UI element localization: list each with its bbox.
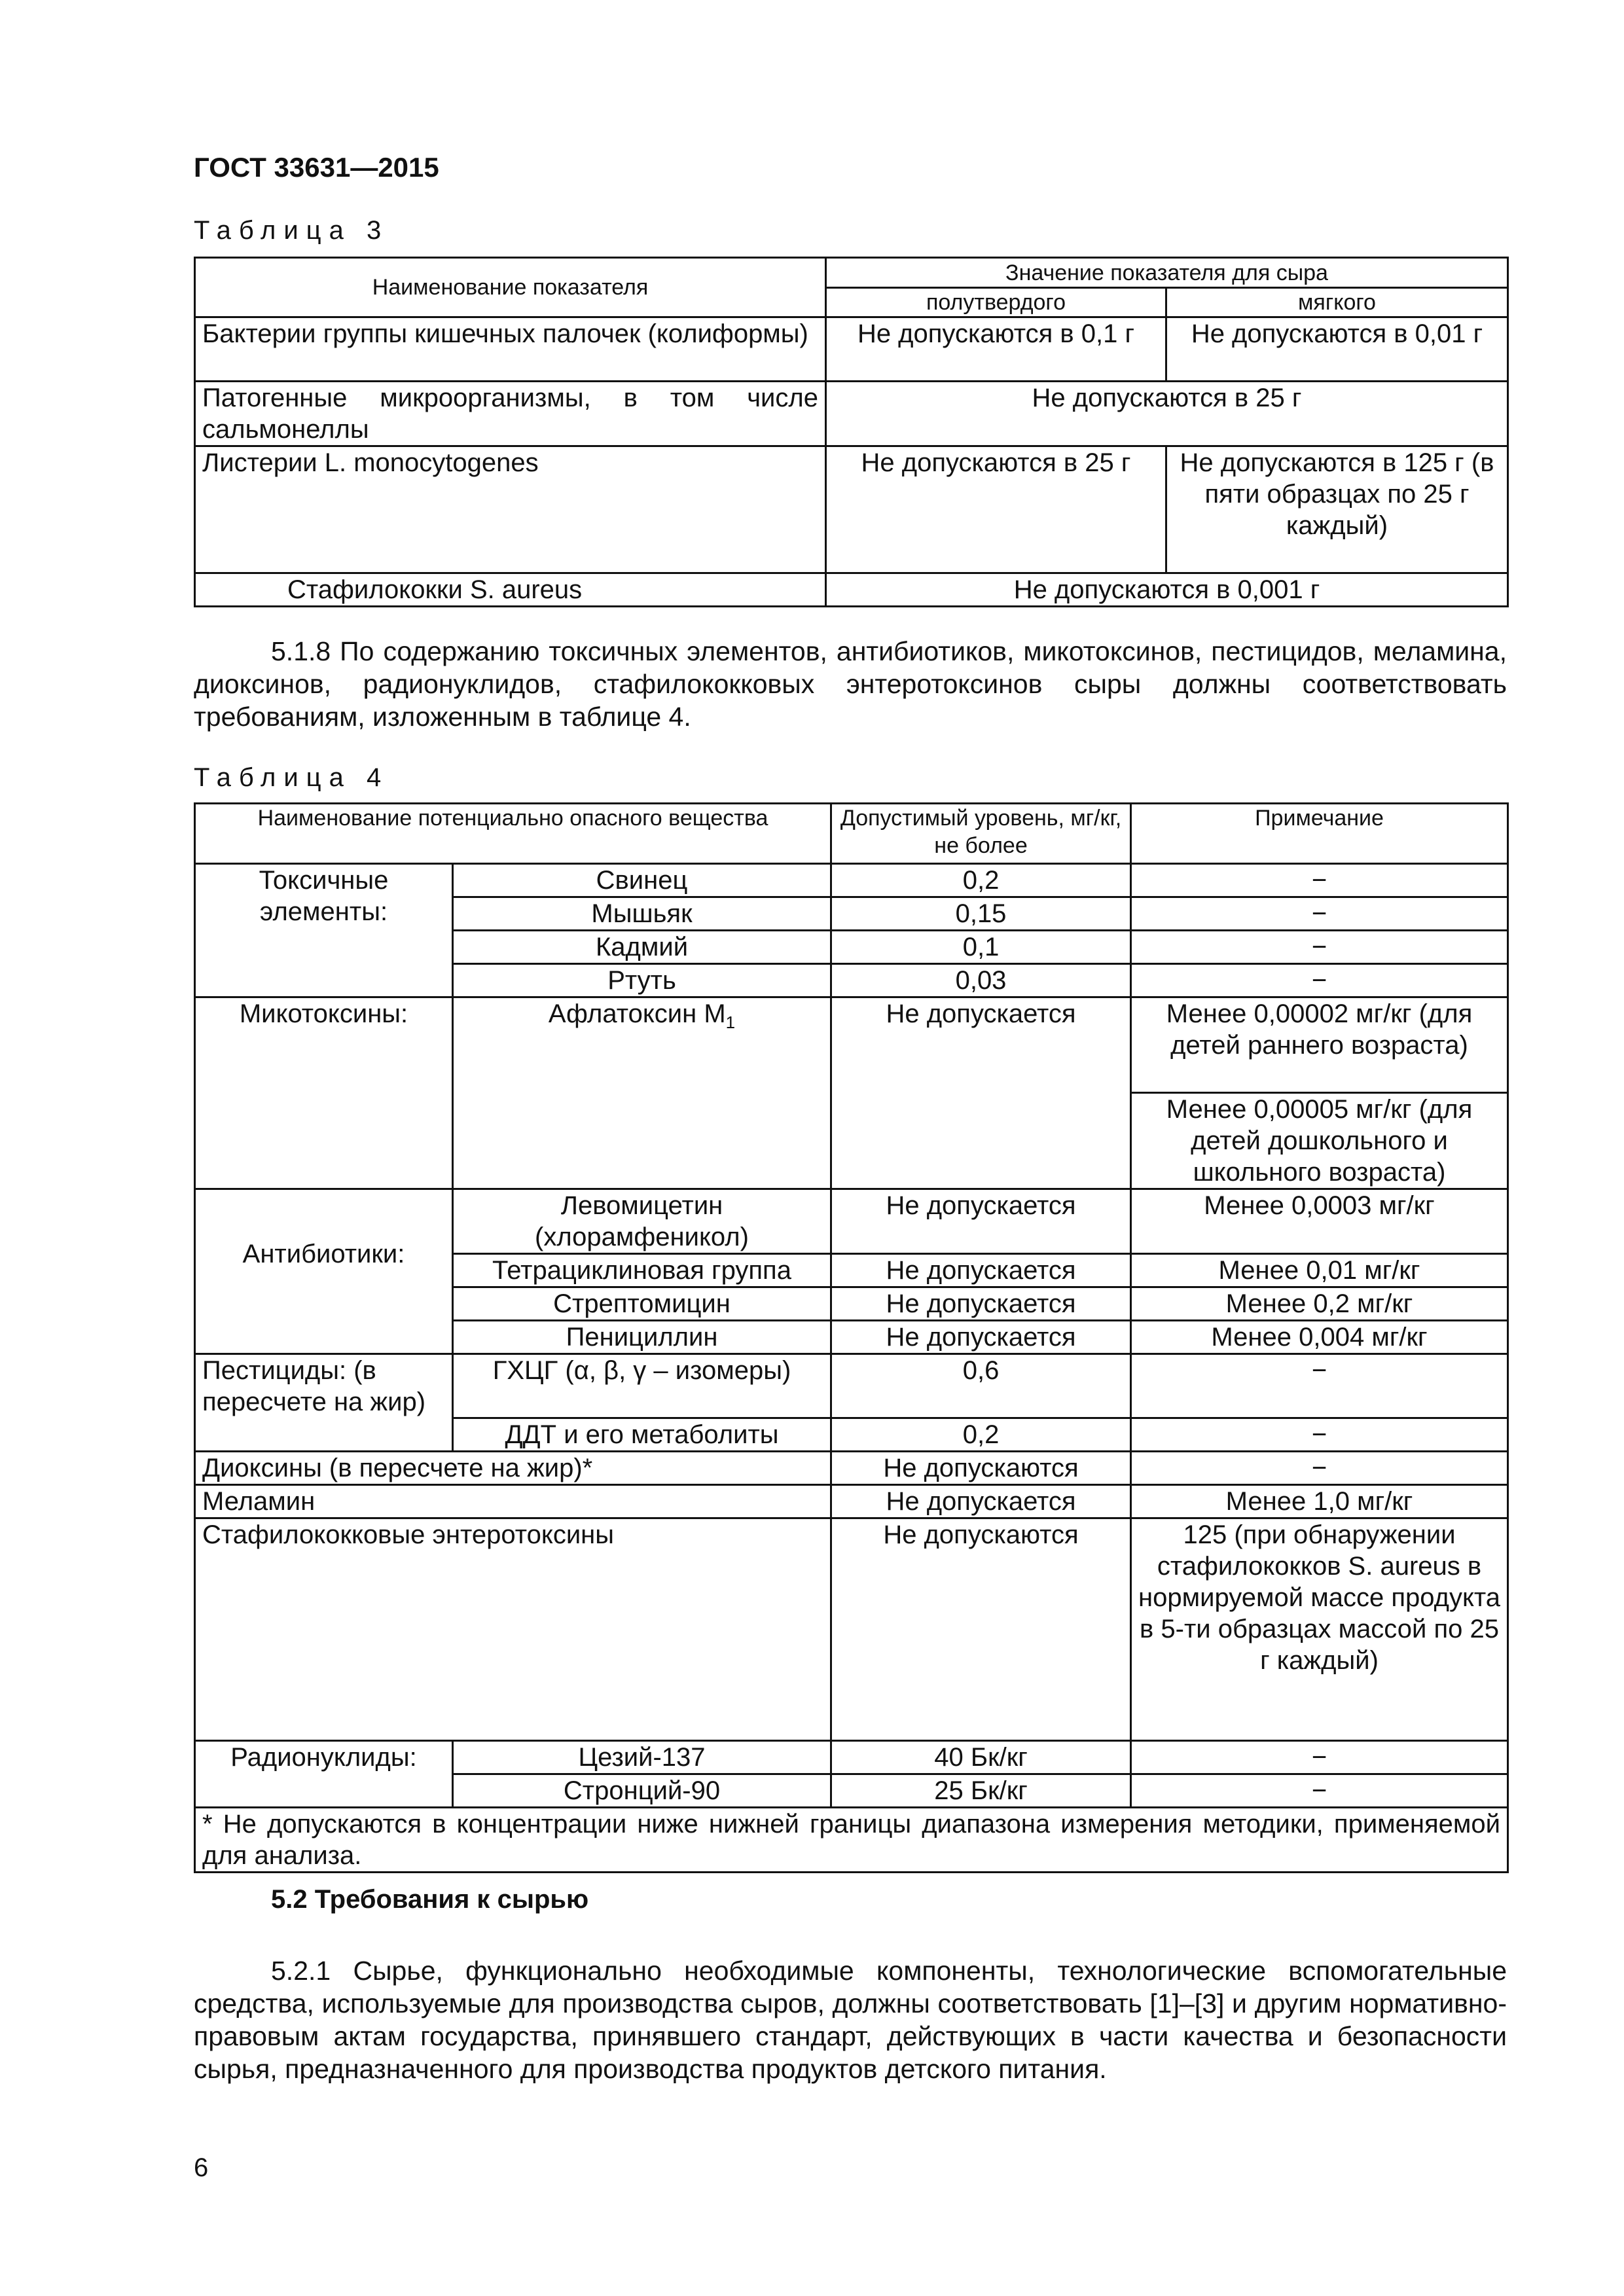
table3-row-semi-hard: Не допускаются в 0,1 г: [826, 317, 1166, 382]
dioxins-level: Не допускаются: [831, 1452, 1131, 1485]
table3-row-name: Патогенные микроорганизмы, в том числе сальмонеллы: [195, 382, 826, 446]
mycotoxin-name-text: Афлатоксин M: [548, 999, 726, 1028]
table3-row-name: Стафилококки S. aureus: [195, 573, 826, 607]
mycotoxins-group-label: Микотоксины:: [195, 997, 453, 1189]
antibiotic-name: Стрептомицин: [453, 1287, 831, 1321]
antibiotic-name: Левомицетин (хлорамфеникол): [453, 1189, 831, 1254]
pesticide-level: 0,2: [831, 1418, 1131, 1452]
table3-row-both: Не допускаются в 25 г: [826, 382, 1508, 446]
enterotoxins-level: Не допускаются: [831, 1518, 1131, 1741]
radionuclide-level: 40 Бк/кг: [831, 1741, 1131, 1774]
table3-row-soft: Не допускаются в 125 г (в пяти образцах по 25 г каждый): [1166, 446, 1508, 573]
paragraph-5-2-1: 5.2.1 Сырье, функционально необходимые компоненты, технологические вспомогательные средства, используемые для производства сыров, должны соответствовать [1]–[3] и другим нормативно-правовым актам государства, принявшего стандарт, действующих в части качества и безопасности сырья, предназначенного для производства продуктов детского питания.: [194, 1956, 1507, 2084]
antibiotic-level: Не допускается: [831, 1254, 1131, 1287]
enterotoxins-note: 125 (при обнаружении стафилококков S. aureus в нормируемой массе продукта в 5-ти образцах массой по 25 г каждый): [1131, 1518, 1508, 1741]
dash-cell: −: [1131, 1774, 1508, 1808]
antibiotics-group-label: Антибиотики:: [195, 1189, 453, 1354]
radionuclides-group-label: Радионуклиды:: [195, 1741, 453, 1808]
antibiotic-note: Менее 0,01 мг/кг: [1131, 1254, 1508, 1287]
table4-col-level: Допустимый уровень, мг/кг, не более: [831, 804, 1131, 864]
toxic-item-name: Мышьяк: [453, 897, 831, 931]
melamine-level: Не допускается: [831, 1485, 1131, 1518]
antibiotic-level: Не допускается: [831, 1321, 1131, 1354]
table4-caption: Таблица 4: [194, 763, 389, 792]
table3-row-both: Не допускаются в 0,001 г: [826, 573, 1508, 607]
table3-row-name: Листерии L. monocytogenes: [195, 446, 826, 573]
section-title-5-2: 5.2 Требования к сырью: [271, 1885, 589, 1914]
toxic-item-name: Кадмий: [453, 931, 831, 964]
table4-col-note: Примечание: [1131, 804, 1508, 864]
radionuclide-name: Стронций-90: [453, 1774, 831, 1808]
toxic-item-level: 0,2: [831, 864, 1131, 897]
antibiotic-note: Менее 0,004 мг/кг: [1131, 1321, 1508, 1354]
toxic-item-name: Ртуть: [453, 964, 831, 997]
dash-cell: −: [1131, 897, 1508, 931]
dash-cell: −: [1131, 964, 1508, 997]
antibiotic-level: Не допускается: [831, 1287, 1131, 1321]
toxic-item-level: 0,15: [831, 897, 1131, 931]
document-header: ГОСТ 33631—2015: [194, 152, 439, 183]
mycotoxin-level: Не допускается: [831, 997, 1131, 1189]
dash-cell: −: [1131, 931, 1508, 964]
antibiotic-name: Тетрациклиновая группа: [453, 1254, 831, 1287]
table3-col-indicator: Наименование показателя: [195, 258, 826, 317]
antibiotic-note: Менее 0,2 мг/кг: [1131, 1287, 1508, 1321]
dash-cell: −: [1131, 1741, 1508, 1774]
dash-cell: −: [1131, 1354, 1508, 1418]
mycotoxin-note-early-age: Менее 0,00002 мг/кг (для детей раннего возраста): [1131, 997, 1508, 1093]
dioxins-name: Диоксины (в пересчете на жир)*: [195, 1452, 831, 1485]
paragraph-5-1-8: 5.1.8 По содержанию токсичных элементов, антибиотиков, микотоксинов, пестицидов, меламина, диоксинов, радионуклидов, стафилококковых энтеротоксинов сыры должны соответствовать требованиям, изложенным в таблице 4.: [194, 636, 1507, 732]
antibiotic-level: Не допускается: [831, 1189, 1131, 1254]
toxic-item-name: Свинец: [453, 864, 831, 897]
radionuclide-name: Цезий-137: [453, 1741, 831, 1774]
dash-cell: −: [1131, 864, 1508, 897]
antibiotic-name: Пенициллин: [453, 1321, 831, 1354]
melamine-note: Менее 1,0 мг/кг: [1131, 1485, 1508, 1518]
table4-footnote: * Не допускаются в концентрации ниже нижней границы диапазона измерения методики, применяемой для анализа.: [195, 1808, 1508, 1873]
table3-col-soft: мягкого: [1166, 288, 1508, 317]
table3: [194, 257, 1509, 607]
dash-cell: −: [1131, 1452, 1508, 1485]
table3-row-name: Бактерии группы кишечных палочек (колиформы): [195, 317, 826, 382]
melamine-name: Меламин: [195, 1485, 831, 1518]
table4: [194, 802, 1509, 1873]
page-number: 6: [194, 2153, 209, 2182]
antibiotic-note: Менее 0,0003 мг/кг: [1131, 1189, 1508, 1254]
table4-col-substance: Наименование потенциально опасного вещества: [195, 804, 831, 864]
mycotoxin-note-school-age: Менее 0,00005 мг/кг (для детей дошкольного и школьного возраста): [1131, 1093, 1508, 1189]
toxic-group-label: Токсичные элементы:: [195, 864, 453, 997]
pesticide-name: ДДТ и его метаболиты: [453, 1418, 831, 1452]
table3-col-semi-hard: полутвердого: [826, 288, 1166, 317]
enterotoxins-name: Стафилококковые энтеротоксины: [195, 1518, 831, 1741]
dash-cell: −: [1131, 1418, 1508, 1452]
table3-row-semi-hard: Не допускаются в 25 г: [826, 446, 1166, 573]
pesticides-group-label: Пестициды: (в пересчете на жир): [195, 1354, 453, 1452]
toxic-item-level: 0,03: [831, 964, 1131, 997]
toxic-item-level: 0,1: [831, 931, 1131, 964]
pesticide-name: ГХЦГ (α, β, γ – изомеры): [453, 1354, 831, 1418]
mycotoxin-name: [453, 997, 831, 1189]
table3-row-soft: Не допускаются в 0,01 г: [1166, 317, 1508, 382]
radionuclide-level: 25 Бк/кг: [831, 1774, 1131, 1808]
pesticide-level: 0,6: [831, 1354, 1131, 1418]
table3-col-value-group: Значение показателя для сыра: [826, 258, 1508, 288]
table3-caption: Таблица 3: [194, 216, 389, 245]
mycotoxin-name-subscript: 1: [725, 1013, 736, 1032]
